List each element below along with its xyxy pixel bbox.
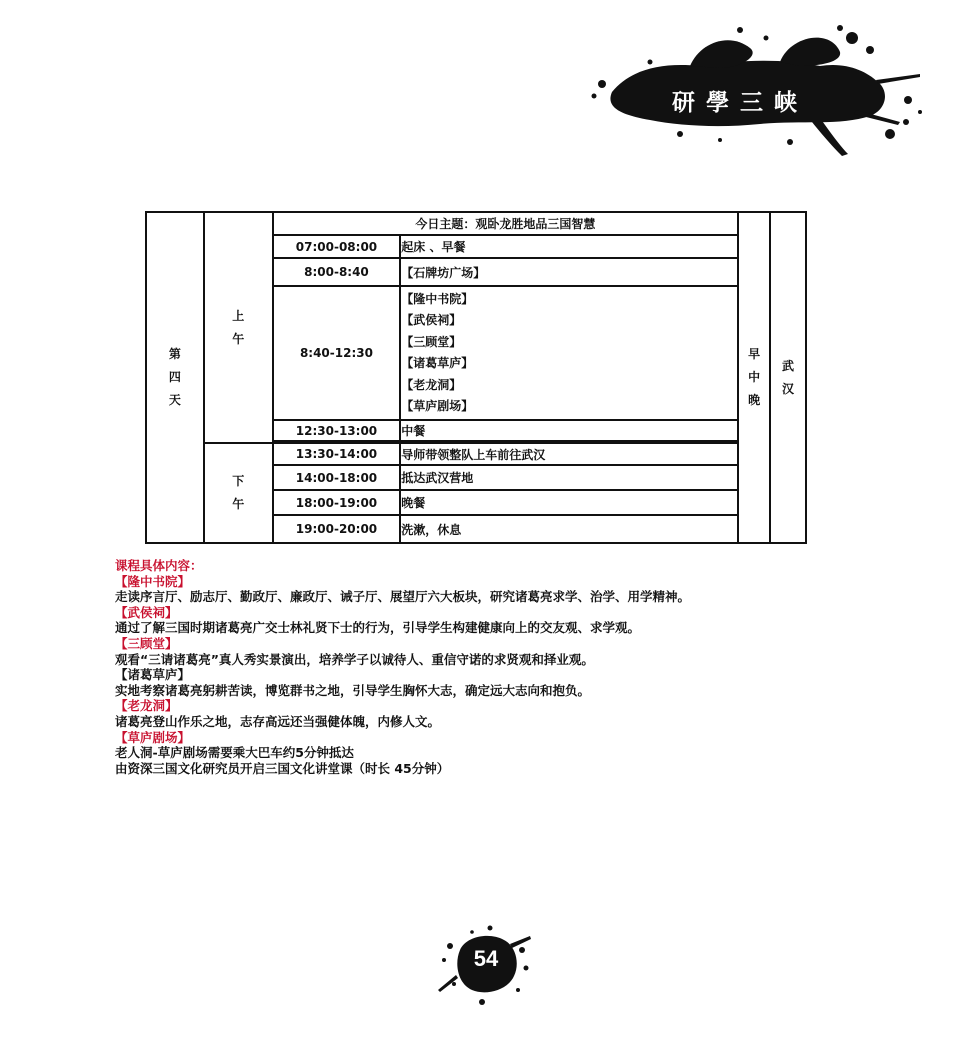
section-text: 观看“三请诸葛亮”真人秀实景演出，培养学子以诚待人、重信守诺的求贤观和择业观。: [115, 651, 594, 667]
course-details: [115, 558, 875, 776]
page-number: 54: [473, 946, 499, 971]
lodging-label: 武 汉: [770, 212, 806, 543]
page-number-badge: [430, 920, 540, 1010]
morning-label: 上 午: [204, 212, 273, 443]
activity-cell: 中餐: [400, 420, 738, 441]
section-title: 【老龙洞】: [115, 698, 178, 714]
section-title: 【草庐剧场】: [115, 729, 191, 745]
time-cell: 13:30-14:00: [273, 443, 401, 465]
section-text: 通过了解三国时期诸葛亮广交士林礼贤下士的行为，引导学生构建健康向上的交友观、求学观。: [115, 620, 641, 636]
section-text: 走读序言厅、励志厅、勤政厅、廉政厅、诫子厅、展望厅六大板块，研究诸葛亮求学、治学、用学精神。: [115, 589, 691, 605]
activity-cell: 洗漱，休息: [400, 515, 738, 543]
time-cell: 18:00-19:00: [273, 490, 401, 515]
list-item: 【诸葛草庐】: [401, 356, 474, 370]
list-item: 【草庐剧场】: [401, 399, 474, 413]
section-title: 【诸葛草庐】: [115, 667, 191, 683]
activity-cell: 晚餐: [400, 490, 738, 515]
table-row: [146, 443, 806, 465]
time-cell: 07:00-08:00: [273, 235, 401, 258]
list-item: 【三顾堂】: [401, 334, 462, 349]
time-cell: 8:40-12:30: [273, 286, 401, 420]
time-cell: 12:30-13:00: [273, 420, 401, 441]
section-title: 【隆中书院】: [115, 573, 191, 589]
details-heading: 课程具体内容：: [115, 558, 203, 573]
activity-cell: 【石牌坊广场】: [400, 258, 738, 286]
day-label: 第 四 天: [146, 212, 204, 543]
activity-list: [400, 286, 738, 420]
activity-cell: 起床 、早餐: [400, 235, 738, 258]
time-cell: 14:00-18:00: [273, 465, 401, 490]
activity-cell: 导师带领整队上车前往武汉: [400, 443, 738, 465]
section-text: 实地考察诸葛亮躬耕苦读，博览群书之地，引导学生胸怀大志，确定远大志向和抱负。: [115, 682, 591, 698]
afternoon-label: 下 午: [204, 443, 273, 543]
section-text: 诸葛亮登山作乐之地，志存高远还当强健体魄，内修人文。: [115, 713, 441, 729]
activity-cell: 抵达武汉营地: [400, 465, 738, 490]
list-item: 【隆中书院】: [401, 291, 474, 306]
time-cell: 8:00-8:40: [273, 258, 401, 286]
list-item: 【老龙洞】: [401, 377, 462, 392]
section-text: 老人洞-草庐剧场需要乘大巴车约5分钟抵达: [115, 745, 354, 761]
ink-splash-header: [590, 22, 930, 162]
section-title: 【三顾堂】: [115, 635, 178, 651]
section-title: 【武侯祠】: [115, 604, 178, 620]
brand-title: 研學三峡: [672, 89, 808, 116]
schedule-table: [145, 211, 807, 544]
time-cell: 19:00-20:00: [273, 515, 401, 543]
section-text: 由资深三国文化研究员开启三国文化讲堂课（时长 45分钟）: [115, 760, 450, 776]
list-item: 【武侯祠】: [401, 313, 462, 327]
meals-label: 早 中 晚: [738, 212, 770, 543]
theme-cell: 今日主题：观卧龙胜地品三国智慧: [273, 212, 739, 235]
